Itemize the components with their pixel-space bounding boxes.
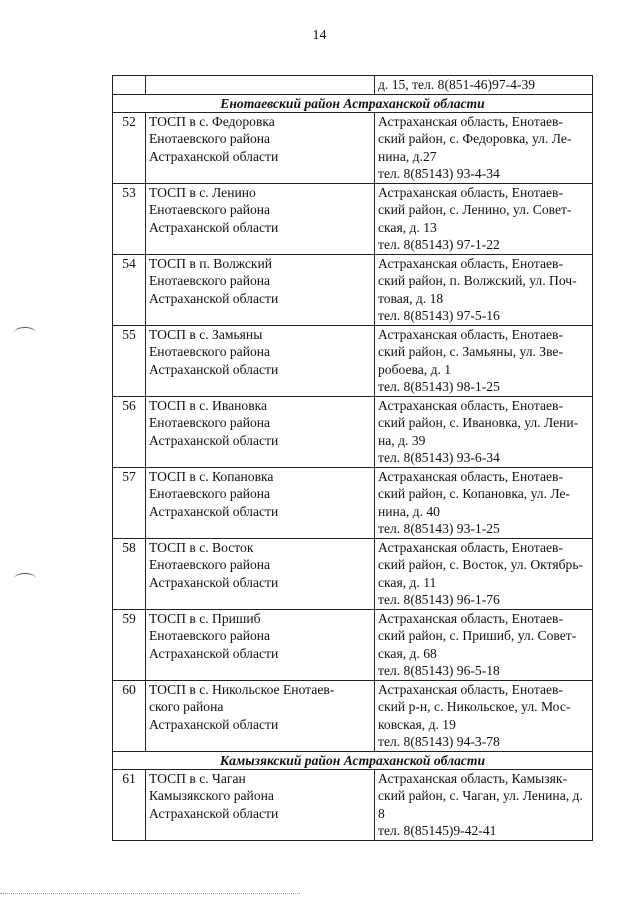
table-row [113, 112, 593, 183]
branch-address [375, 680, 593, 751]
branch-address-line: ский район, с. Ленино, ул. Совет- [378, 202, 572, 217]
branch-address-line: товая, д. 18 [378, 290, 444, 306]
branch-name-line: Астраханской области [149, 361, 279, 377]
branch-address [375, 76, 593, 95]
branch-address [375, 538, 593, 609]
branch-name [146, 76, 375, 95]
branch-address-line: тел. 8(85143) 97-1-22 [378, 237, 500, 252]
table-row [113, 183, 593, 254]
branch-name-line: ТОСП в с. Замьяны [149, 326, 263, 342]
branch-address-line: тел. 8(85143) 94-3-78 [378, 734, 500, 749]
branch-address-line: ский район, с. Ивановка, ул. Лени- [378, 415, 579, 430]
branch-name [146, 609, 375, 680]
branch-address-line: тел. 8(85143) 93-6-34 [378, 450, 500, 465]
branch-address-line: ский район, с. Копановка, ул. Ле- [378, 486, 571, 501]
branch-name-line: Астраханской области [149, 574, 279, 590]
branch-address-line: Астраханская область, Камызяк- [378, 770, 568, 786]
branch-address-line: ская, д. 68 [378, 645, 437, 661]
branch-address-line: Астраханская область, Енотаев- [378, 681, 563, 697]
branch-address-line: ский р-н, с. Никольское, ул. Мос- [378, 699, 571, 714]
branch-address-line: Астраханская область, Енотаев- [378, 539, 563, 555]
branch-name-line: Енотаевского района [149, 273, 271, 288]
region-header-row [113, 94, 593, 112]
region-header-row [113, 751, 593, 769]
region-title: Енотаевский район Астраханской области [113, 94, 593, 112]
branch-name-line: ТОСП в с. Ленино [149, 184, 256, 200]
row-number [113, 76, 146, 95]
branch-name-line: ского района [149, 699, 224, 714]
branch-name [146, 538, 375, 609]
branch-address-line: тел. 8(85143) 97-5-16 [378, 308, 500, 323]
branch-address-line: 8 [378, 805, 385, 821]
branch-address-line: тел. 8(85143) 96-5-18 [378, 663, 500, 678]
branch-address-line: нина, д.27 [378, 148, 437, 164]
table-row [113, 538, 593, 609]
branch-address [375, 609, 593, 680]
branch-address-line: Астраханская область, Енотаев- [378, 468, 563, 484]
branch-name [146, 325, 375, 396]
branch-name-line: ТОСП в с. Федоровка [149, 113, 275, 129]
table-row-continuation [113, 76, 593, 95]
row-number: 59 [113, 609, 146, 680]
table-row [113, 680, 593, 751]
branch-address-line: ковская, д. 19 [378, 716, 456, 732]
branch-address-line: Астраханская область, Енотаев- [378, 610, 563, 626]
branch-name [146, 112, 375, 183]
branches-table [112, 75, 593, 841]
branch-address-line: ская, д. 13 [378, 219, 437, 235]
branch-name [146, 396, 375, 467]
row-number: 55 [113, 325, 146, 396]
bottom-scan-edge [0, 893, 300, 894]
row-number: 57 [113, 467, 146, 538]
page-number: 14 [312, 28, 327, 43]
branch-name [146, 769, 375, 840]
branch-address-line: ская, д. 11 [378, 574, 437, 590]
branch-address-line: нина, д. 40 [378, 503, 440, 519]
branch-address-line: Астраханская область, Енотаев- [378, 397, 563, 413]
branch-address-line: тел. 8(85143) 98-1-25 [378, 379, 500, 394]
branch-address-line: тел. 8(85143) 93-1-25 [378, 521, 500, 536]
row-number: 56 [113, 396, 146, 467]
branch-address-line: Астраханская область, Енотаев- [378, 113, 563, 129]
branch-address-line: ский район, с. Пришиб, ул. Совет- [378, 628, 577, 643]
branch-name-line: Енотаевского района [149, 486, 271, 501]
branch-address-line: тел. 8(85143) 96-1-76 [378, 592, 500, 607]
branch-address [375, 254, 593, 325]
branch-name-line: Астраханской области [149, 716, 279, 732]
branch-name-line: ТОСП в с. Ивановка [149, 397, 268, 413]
row-number: 52 [113, 112, 146, 183]
branch-name-line: ТОСП в с. Копановка [149, 468, 274, 484]
table-row [113, 609, 593, 680]
branch-address [375, 467, 593, 538]
branch-address-line: д. 15, тел. 8(851-46)97-4-39 [378, 77, 536, 92]
branch-name-line: Енотаевского района [149, 415, 271, 430]
branch-name [146, 254, 375, 325]
table-row [113, 396, 593, 467]
branch-address-line: ский район, с. Замьяны, ул. Зве- [378, 344, 563, 359]
branch-name [146, 680, 375, 751]
table-row [113, 467, 593, 538]
branch-name-line: Енотаевского района [149, 557, 271, 572]
table-row [113, 325, 593, 396]
branch-address-line: Астраханская область, Енотаев- [378, 326, 563, 342]
branch-name-line: Астраханской области [149, 503, 279, 519]
branch-name-line: Астраханской области [149, 290, 279, 306]
branch-address [375, 396, 593, 467]
branch-name-line: Астраханской области [149, 219, 279, 235]
branch-address [375, 112, 593, 183]
branch-address [375, 183, 593, 254]
branch-address-line: Астраханская область, Енотаев- [378, 184, 563, 200]
branch-name-line: ТОСП в с. Чаган [149, 770, 246, 786]
branch-name-line: Астраханской области [149, 432, 279, 448]
row-number: 58 [113, 538, 146, 609]
branch-address-line: ский район, с. Федоровка, ул. Ле- [378, 131, 572, 146]
margin-scan-mark [14, 573, 36, 584]
branch-address-line: робоева, д. 1 [378, 361, 452, 377]
table-row [113, 254, 593, 325]
branch-name [146, 467, 375, 538]
region-title: Камызякский район Астраханской области [113, 751, 593, 769]
branch-name-line: Камызякского района [149, 788, 274, 803]
branch-name-line: Астраханской области [149, 805, 279, 821]
branch-address-line: ский район, п. Волжский, ул. Поч- [378, 273, 577, 288]
branch-name-line: ТОСП в п. Волжский [149, 255, 273, 271]
branch-address-line: ский район, с. Восток, ул. Октябрь- [378, 557, 584, 572]
row-number: 54 [113, 254, 146, 325]
branch-name [146, 183, 375, 254]
row-number: 60 [113, 680, 146, 751]
branch-address-line: тел. 8(85145)9-42-41 [378, 823, 497, 838]
branch-name-line: Енотаевского района [149, 344, 271, 359]
branch-address-line: ский район, с. Чаган, ул. Ленина, д. [378, 788, 583, 803]
branch-name-line: ТОСП в с. Никольское Енотаев- [149, 681, 335, 697]
branch-name-line: Енотаевского района [149, 131, 271, 146]
branch-name-line: ТОСП в с. Пришиб [149, 610, 261, 626]
margin-scan-mark [14, 327, 36, 338]
branch-name-line: Астраханской области [149, 645, 279, 661]
row-number: 61 [113, 769, 146, 840]
branch-address-line: Астраханская область, Енотаев- [378, 255, 563, 271]
branch-name-line: Енотаевского района [149, 202, 271, 217]
branch-address-line: на, д. 39 [378, 432, 426, 448]
row-number: 53 [113, 183, 146, 254]
branch-name-line: Енотаевского района [149, 628, 271, 643]
branch-name-line: ТОСП в с. Восток [149, 539, 254, 555]
branch-address [375, 769, 593, 840]
branch-name-line: Астраханской области [149, 148, 279, 164]
table-row [113, 769, 593, 840]
branch-address-line: тел. 8(85143) 93-4-34 [378, 166, 500, 181]
branch-address [375, 325, 593, 396]
